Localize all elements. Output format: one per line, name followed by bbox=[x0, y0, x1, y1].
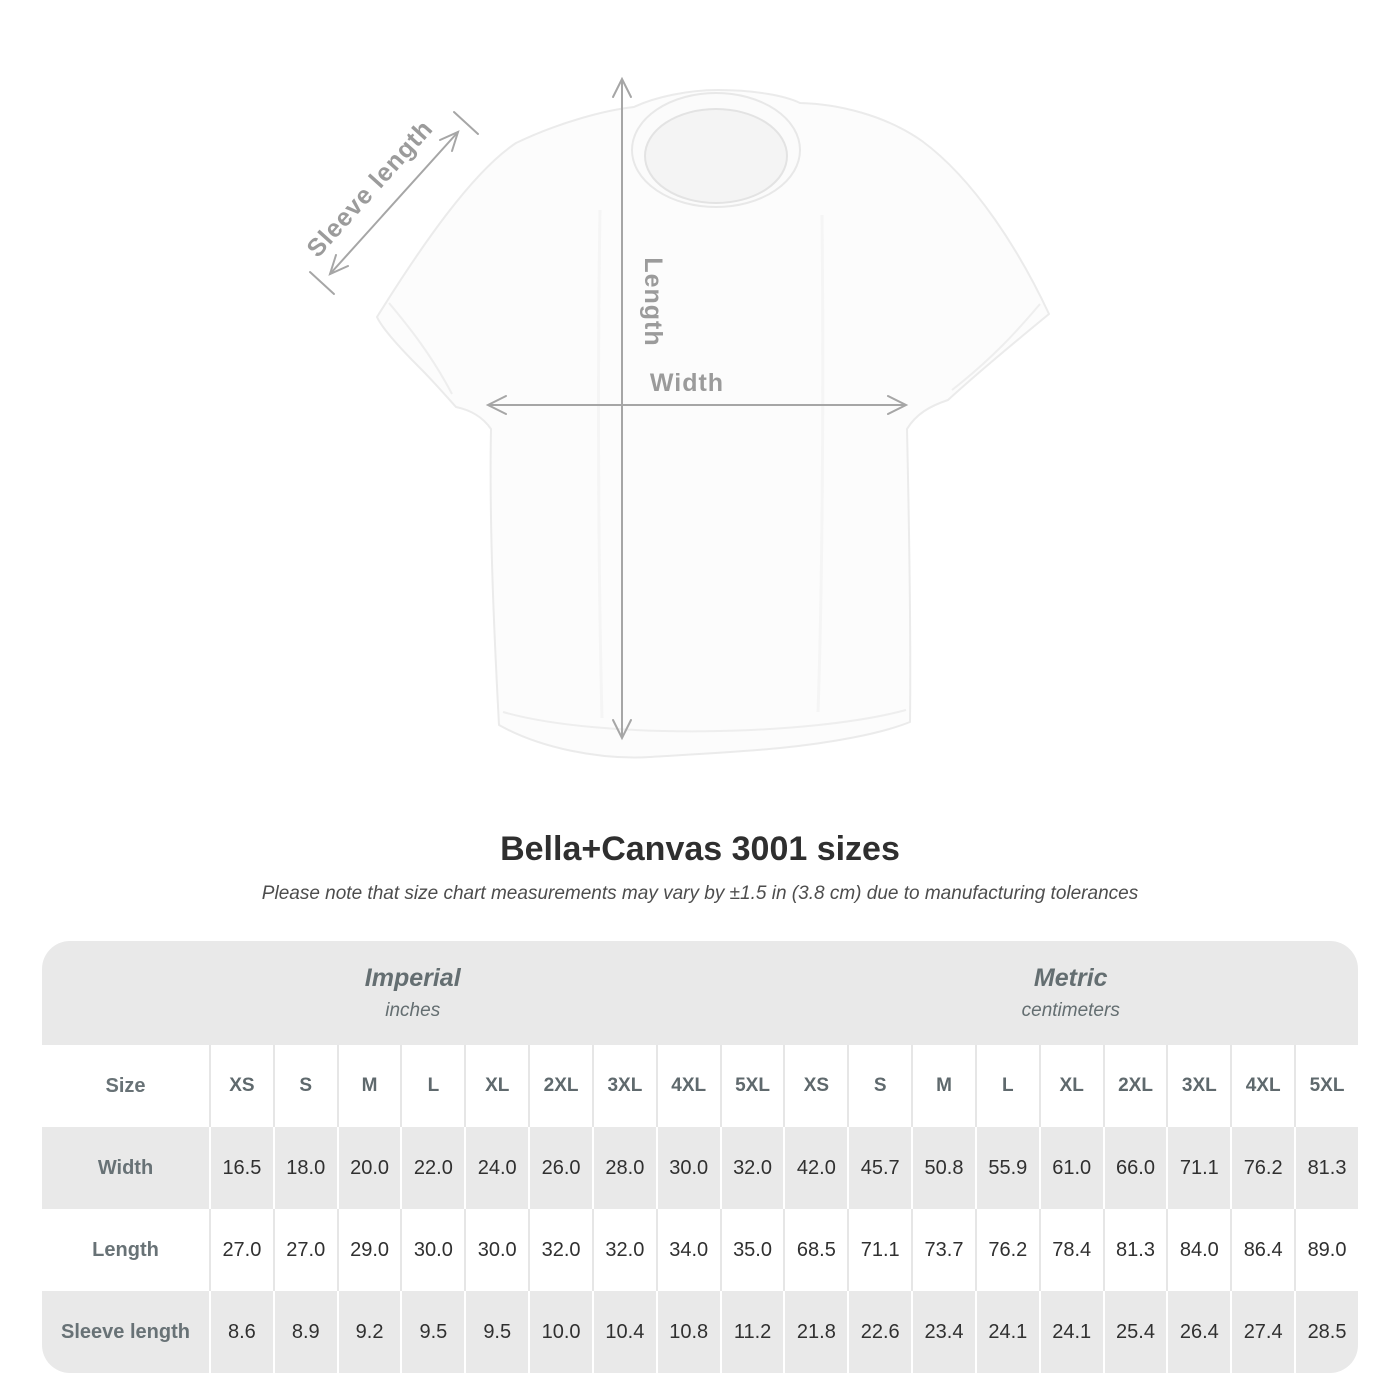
size-header-metric-2xl: 2XL bbox=[1103, 1045, 1167, 1127]
value-metric-xl: 61.0 bbox=[1039, 1127, 1103, 1209]
value-imperial-2xl: 10.0 bbox=[528, 1291, 592, 1373]
value-imperial-s: 18.0 bbox=[273, 1127, 337, 1209]
value-imperial-m: 9.2 bbox=[337, 1291, 401, 1373]
size-header-metric-4xl: 4XL bbox=[1230, 1045, 1294, 1127]
value-imperial-3xl: 28.0 bbox=[592, 1127, 656, 1209]
value-metric-l: 55.9 bbox=[975, 1127, 1039, 1209]
size-column-header: Size bbox=[42, 1045, 209, 1127]
value-imperial-l: 9.5 bbox=[400, 1291, 464, 1373]
metric-heading: Metric bbox=[1033, 964, 1108, 992]
value-imperial-s: 27.0 bbox=[273, 1209, 337, 1291]
value-metric-s: 22.6 bbox=[847, 1291, 911, 1373]
value-imperial-4xl: 10.8 bbox=[656, 1291, 720, 1373]
value-metric-xs: 42.0 bbox=[783, 1127, 847, 1209]
value-imperial-l: 22.0 bbox=[400, 1127, 464, 1209]
size-table-container bbox=[42, 941, 1358, 1373]
size-header-imperial-m: M bbox=[337, 1045, 401, 1127]
size-header-imperial-2xl: 2XL bbox=[528, 1045, 592, 1127]
size-header-imperial-4xl: 4XL bbox=[656, 1045, 720, 1127]
value-metric-xl: 24.1 bbox=[1039, 1291, 1103, 1373]
value-imperial-xl: 30.0 bbox=[464, 1209, 528, 1291]
tshirt-illustration bbox=[377, 90, 1049, 757]
size-header-metric-xs: XS bbox=[783, 1045, 847, 1127]
value-metric-5xl: 89.0 bbox=[1294, 1209, 1358, 1291]
value-metric-xl: 78.4 bbox=[1039, 1209, 1103, 1291]
value-metric-l: 76.2 bbox=[975, 1209, 1039, 1291]
value-imperial-5xl: 32.0 bbox=[720, 1127, 784, 1209]
metric-unit: centimeters bbox=[1021, 1000, 1120, 1021]
value-metric-2xl: 25.4 bbox=[1103, 1291, 1167, 1373]
value-metric-m: 23.4 bbox=[911, 1291, 975, 1373]
imperial-band bbox=[42, 941, 783, 1045]
row-label: Sleeve length bbox=[42, 1291, 209, 1373]
value-imperial-5xl: 11.2 bbox=[720, 1291, 784, 1373]
value-imperial-2xl: 26.0 bbox=[528, 1127, 592, 1209]
size-header-metric-l: L bbox=[975, 1045, 1039, 1127]
imperial-unit: inches bbox=[385, 1000, 441, 1021]
value-imperial-4xl: 30.0 bbox=[656, 1127, 720, 1209]
value-metric-3xl: 71.1 bbox=[1166, 1127, 1230, 1209]
value-metric-5xl: 28.5 bbox=[1294, 1291, 1358, 1373]
measurement-rows bbox=[42, 1127, 1358, 1373]
value-metric-5xl: 81.3 bbox=[1294, 1127, 1358, 1209]
value-metric-m: 50.8 bbox=[911, 1127, 975, 1209]
size-table bbox=[42, 941, 1358, 1373]
value-imperial-xl: 24.0 bbox=[464, 1127, 528, 1209]
size-header-imperial-xl: XL bbox=[464, 1045, 528, 1127]
value-imperial-3xl: 32.0 bbox=[592, 1209, 656, 1291]
measurement-row-sleeve-length bbox=[42, 1291, 1358, 1373]
collar-opening bbox=[645, 109, 787, 203]
size-header-row bbox=[42, 1045, 1358, 1127]
value-imperial-2xl: 32.0 bbox=[528, 1209, 592, 1291]
value-imperial-xs: 8.6 bbox=[209, 1291, 273, 1373]
value-imperial-4xl: 34.0 bbox=[656, 1209, 720, 1291]
sleeve-length-label: Sleeve length bbox=[301, 114, 439, 263]
value-imperial-s: 8.9 bbox=[273, 1291, 337, 1373]
value-metric-xs: 21.8 bbox=[783, 1291, 847, 1373]
value-metric-s: 71.1 bbox=[847, 1209, 911, 1291]
imperial-heading: Imperial bbox=[364, 964, 461, 992]
value-metric-4xl: 86.4 bbox=[1230, 1209, 1294, 1291]
measurement-row-width bbox=[42, 1127, 1358, 1209]
page-title: Bella+Canvas 3001 sizes bbox=[500, 830, 900, 868]
size-header-metric-3xl: 3XL bbox=[1166, 1045, 1230, 1127]
value-metric-3xl: 26.4 bbox=[1166, 1291, 1230, 1373]
width-label: Width bbox=[649, 369, 725, 397]
value-metric-4xl: 76.2 bbox=[1230, 1127, 1294, 1209]
size-header-imperial-5xl: 5XL bbox=[720, 1045, 784, 1127]
size-header-metric-s: S bbox=[847, 1045, 911, 1127]
size-header-imperial-xs: XS bbox=[209, 1045, 273, 1127]
value-metric-2xl: 81.3 bbox=[1103, 1209, 1167, 1291]
row-label: Length bbox=[42, 1209, 209, 1291]
value-metric-xs: 68.5 bbox=[783, 1209, 847, 1291]
size-header-metric-5xl: 5XL bbox=[1294, 1045, 1358, 1127]
unit-band-row bbox=[42, 941, 1358, 1045]
size-header-metric-m: M bbox=[911, 1045, 975, 1127]
value-imperial-xs: 16.5 bbox=[209, 1127, 273, 1209]
value-metric-3xl: 84.0 bbox=[1166, 1209, 1230, 1291]
value-metric-4xl: 27.4 bbox=[1230, 1291, 1294, 1373]
value-metric-l: 24.1 bbox=[975, 1291, 1039, 1373]
value-imperial-5xl: 35.0 bbox=[720, 1209, 784, 1291]
value-metric-2xl: 66.0 bbox=[1103, 1127, 1167, 1209]
tolerance-note: Please note that size chart measurements may vary by ±1.5 in (3.8 cm) due to manufacturing tolerances bbox=[261, 883, 1139, 904]
value-imperial-l: 30.0 bbox=[400, 1209, 464, 1291]
measurement-row-length bbox=[42, 1209, 1358, 1291]
value-imperial-xl: 9.5 bbox=[464, 1291, 528, 1373]
value-imperial-m: 20.0 bbox=[337, 1127, 401, 1209]
value-imperial-3xl: 10.4 bbox=[592, 1291, 656, 1373]
value-imperial-xs: 27.0 bbox=[209, 1209, 273, 1291]
size-header-imperial-s: S bbox=[273, 1045, 337, 1127]
row-label: Width bbox=[42, 1127, 209, 1209]
size-header-imperial-3xl: 3XL bbox=[592, 1045, 656, 1127]
size-header-imperial-l: L bbox=[400, 1045, 464, 1127]
value-metric-m: 73.7 bbox=[911, 1209, 975, 1291]
value-imperial-m: 29.0 bbox=[337, 1209, 401, 1291]
length-label: Length bbox=[639, 257, 667, 347]
metric-band bbox=[783, 941, 1358, 1045]
size-header-metric-xl: XL bbox=[1039, 1045, 1103, 1127]
value-metric-s: 45.7 bbox=[847, 1127, 911, 1209]
